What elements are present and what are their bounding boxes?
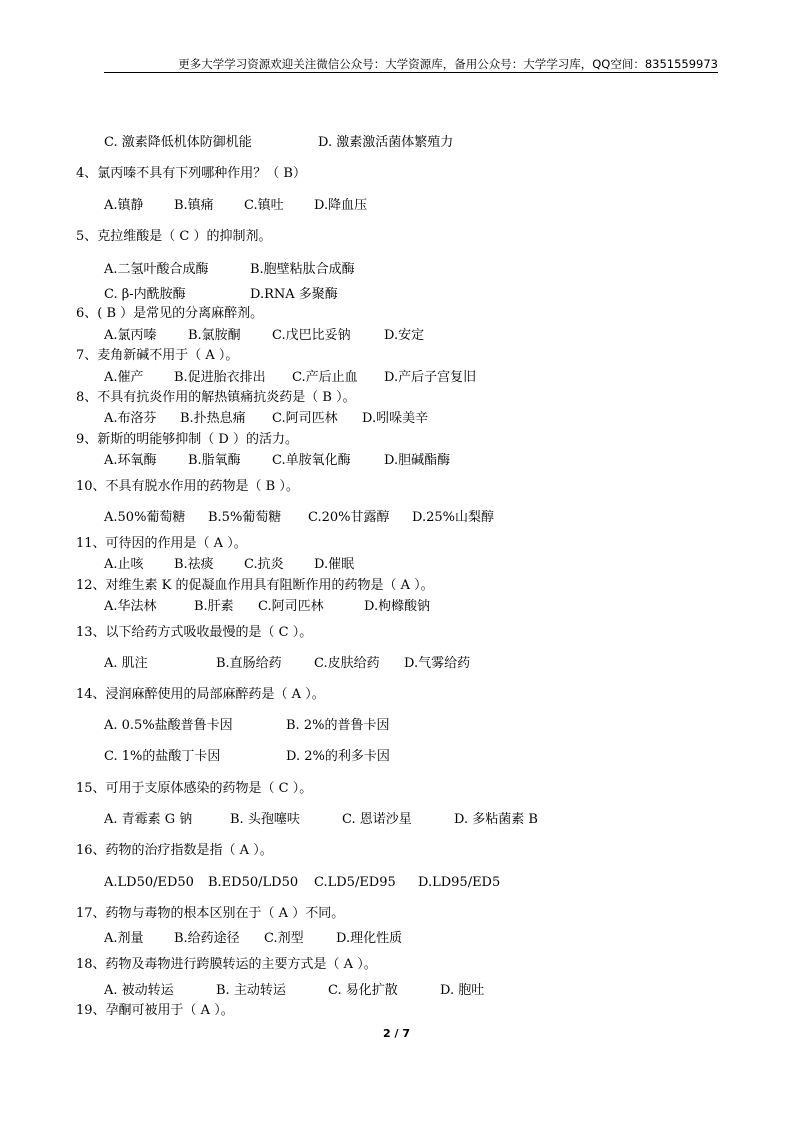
answer-option: A. 肌注 [104, 656, 148, 671]
answer-option: A. 被动转运 [104, 983, 174, 998]
answer-option: B.ED50/LD50 [208, 875, 299, 890]
question-text: 16、药物的治疗指数是指（ A ）。 [76, 843, 273, 858]
answer-option: B. 主动转运 [216, 983, 286, 998]
answer-option: A.环氧酶 [104, 453, 157, 468]
answer-option: D.催眠 [314, 557, 355, 572]
question-text: 6、( B ）是常见的分离麻醉剂。 [76, 306, 264, 321]
answer-option: B. 2%的普鲁卡因 [286, 718, 390, 733]
answer-option: D.LD95/ED5 [418, 875, 501, 890]
question-text: 8、不具有抗炎作用的解热镇痛抗炎药是（ B ）。 [76, 390, 356, 405]
question-text: 4、氯丙嗪不具有下列哪种作用？（ B） [76, 166, 306, 181]
answer-option: A.华法林 [104, 599, 157, 614]
answer-option: B.5%葡萄糖 [208, 510, 282, 525]
answer-option: A.止咳 [104, 557, 144, 572]
answer-option: A.催产 [104, 370, 144, 385]
answer-option: D.RNA 多聚酶 [250, 287, 338, 302]
answer-option: D. 2%的利多卡因 [286, 749, 390, 764]
answer-option: D. 胞吐 [440, 983, 485, 998]
answer-option: A.LD50/ED50 [104, 875, 194, 890]
answer-option: C. β-内酰胺酶 [104, 287, 186, 302]
answer-option: A. 0.5%盐酸普鲁卡因 [104, 718, 233, 733]
question-text: 17、药物与毒物的根本区别在于（ A ）不同。 [76, 906, 345, 921]
answer-option: D. 激素激活菌体繁殖力 [318, 135, 454, 150]
answer-option: C. 激素降低机体防御机能 [104, 135, 252, 150]
answer-option: D.胆碱酯酶 [384, 453, 451, 468]
answer-option: B.氯胺酮 [188, 328, 241, 343]
answer-option: B.扑热息痛 [180, 411, 246, 426]
answer-option: C.阿司匹林 [272, 411, 338, 426]
question-text: 10、不具有脱水作用的药物是（ B ）。 [76, 479, 299, 494]
answer-option: D.安定 [384, 328, 425, 343]
question-text: 12、对维生素 K 的促凝血作用具有阻断作用的药物是（ A ）。 [76, 578, 434, 593]
answer-option: B.直肠给药 [216, 656, 282, 671]
answer-option: B.给药途径 [174, 931, 240, 946]
question-text: 19、孕酮可被用于（ A ）。 [76, 1003, 234, 1018]
answer-option: D.枸橼酸钠 [364, 599, 431, 614]
answer-option: C.戊巴比妥钠 [272, 328, 351, 343]
answer-option: A.镇静 [104, 198, 144, 213]
answer-option: C.产后止血 [292, 370, 358, 385]
answer-option: C.20%甘露醇 [308, 510, 390, 525]
answer-option: A.布洛芬 [104, 411, 157, 426]
answer-option: D.降血压 [314, 198, 368, 213]
answer-option: C.阿司匹林 [258, 599, 324, 614]
answer-option: C.抗炎 [244, 557, 284, 572]
question-text: 11、可待因的作用是（ A ）。 [76, 536, 247, 551]
answer-option: C.镇吐 [244, 198, 284, 213]
question-text: 14、浸润麻醉使用的局部麻醉药是（ A ）。 [76, 687, 325, 702]
page-number: 2 / 7 [383, 1027, 410, 1040]
answer-option: D.25%山梨醇 [412, 510, 494, 525]
answer-option: C. 恩诺沙星 [342, 812, 412, 827]
answer-option: D.理化性质 [336, 931, 403, 946]
answer-option: B. 头孢噻呋 [230, 812, 300, 827]
question-text: 15、可用于支原体感染的药物是（ C ）。 [76, 781, 313, 796]
question-text: 18、药物及毒物进行跨膜转运的主要方式是（ A ）。 [76, 957, 377, 972]
answer-option: D.气雾给药 [404, 656, 471, 671]
answer-option: C.皮肤给药 [314, 656, 380, 671]
answer-option: B.促进胎衣排出 [174, 370, 266, 385]
answer-option: B.胞壁粘肽合成酶 [250, 262, 355, 277]
answer-option: B.镇痛 [174, 198, 214, 213]
question-text: 5、克拉维酸是（ C ）的抑制剂。 [76, 229, 272, 244]
answer-option: A.氯丙嗪 [104, 328, 157, 343]
answer-option: D. 多粘菌素 B [454, 812, 538, 827]
answer-option: C. 易化扩散 [328, 983, 398, 998]
answer-option: A.二氢叶酸合成酶 [104, 262, 209, 277]
answer-option: A.剂量 [104, 931, 144, 946]
answer-option: D.吲哚美辛 [362, 411, 429, 426]
answer-option: C.单胺氧化酶 [272, 453, 351, 468]
answer-option: C. 1%的盐酸丁卡因 [104, 749, 221, 764]
answer-option: B.肝素 [194, 599, 234, 614]
answer-option: B.祛痰 [174, 557, 214, 572]
page-header: 更多大学学习资源欢迎关注微信公众号：大学资源库，备用公众号：大学学习库，QQ空间：8351559973 [178, 57, 718, 71]
answer-option: A. 青霉素 G 钠 [104, 812, 193, 827]
answer-option: C.剂型 [264, 931, 304, 946]
header-divider [104, 72, 718, 73]
question-text: 13、以下给药方式吸收最慢的是（ C ）。 [76, 625, 313, 640]
answer-option: A.50%葡萄糖 [104, 510, 186, 525]
question-text: 9、新斯的明能够抑制（ D ）的活力。 [76, 432, 298, 447]
question-text: 7、麦角新碱不用于（ A ）。 [76, 348, 239, 363]
answer-option: D.产后子宫复旧 [384, 370, 477, 385]
answer-option: B.脂氧酶 [188, 453, 241, 468]
answer-option: C.LD5/ED95 [314, 875, 396, 890]
